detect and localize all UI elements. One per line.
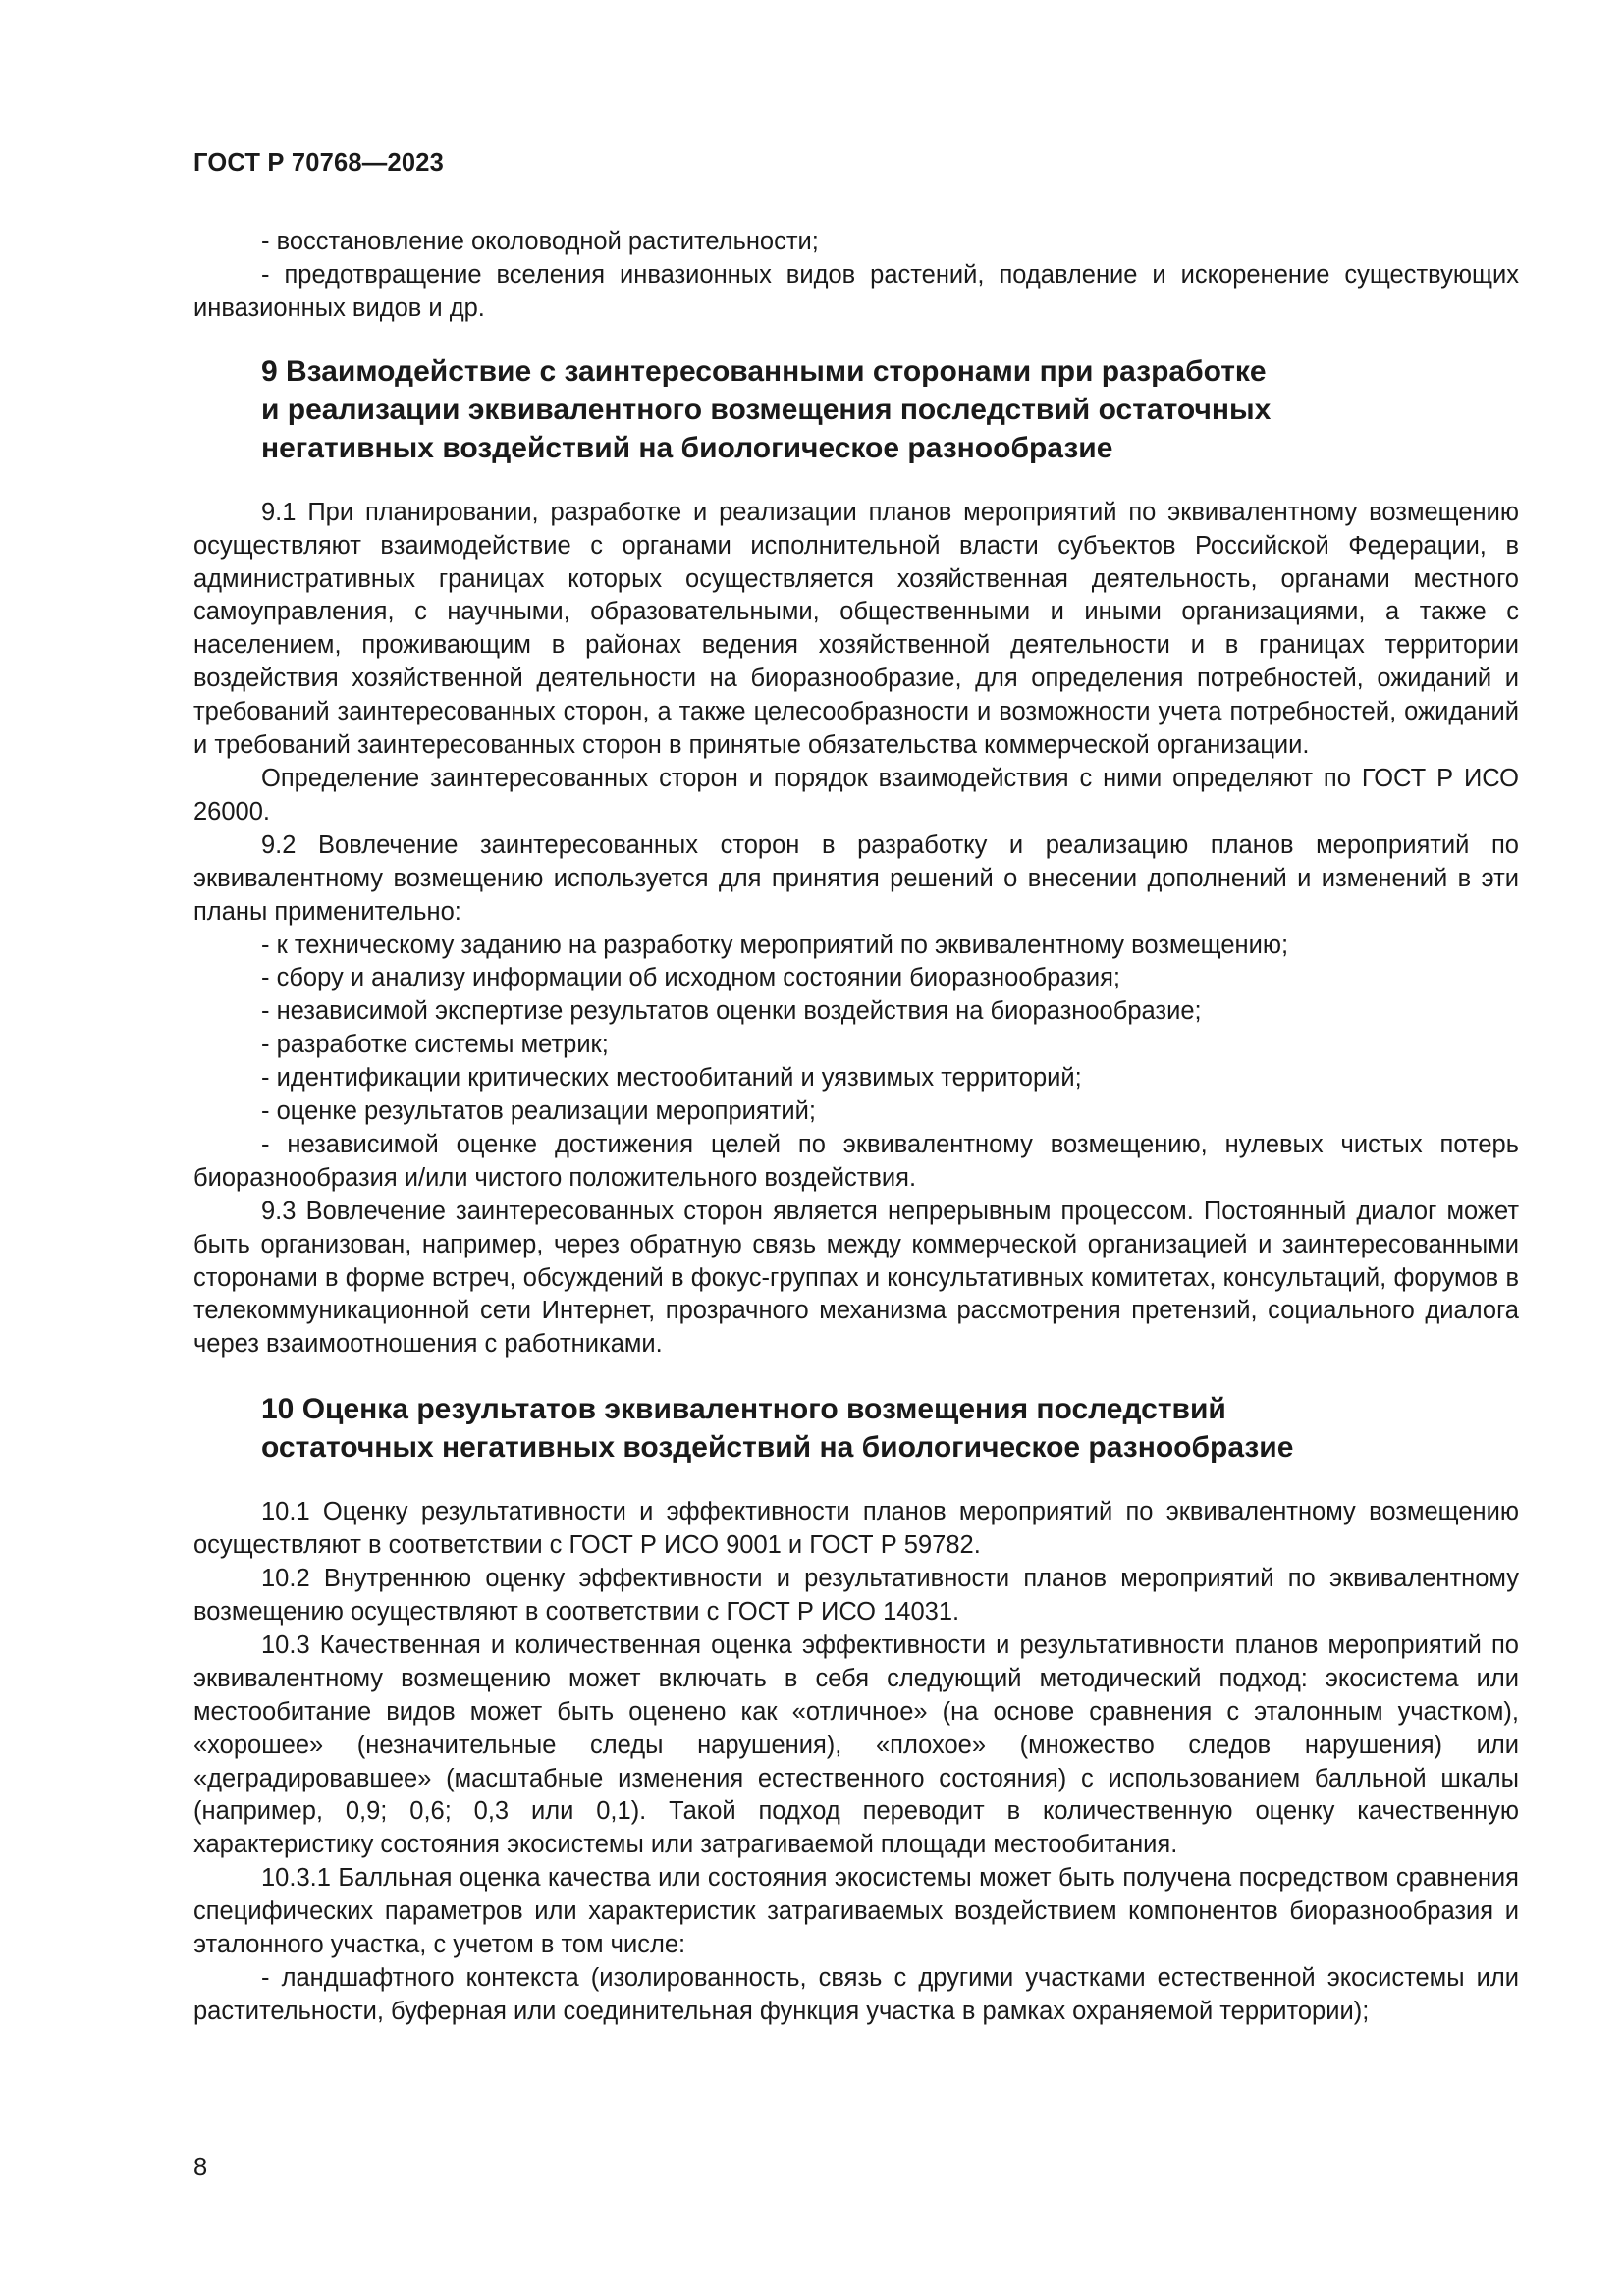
section-10-heading	[193, 1390, 1519, 1467]
section-10-heading-line-1: 10 Оценка результатов эквивалентного возмещения последствий	[261, 1393, 1226, 1426]
list-item: - сбору и анализу информации об исходном состоянии биоразнообразия;	[261, 964, 1121, 992]
paragraph-9-2: 9.2 Вовлечение заинтересованных сторон в разработку и реализацию планов мероприятий по эквивалентному возмещению используется для принятия решений о внесении дополнений и изменений в эти планы применительно:	[193, 830, 1519, 926]
intro-item-2: - предотвращение вселения инвазионных видов растений, подавление и искоренение существующих инвазионных видов и др.	[193, 260, 1519, 322]
paragraph-10-1: 10.1 Оценку результативности и эффективности планов мероприятий по эквивалентному возмещению осуществляют в соответствии с ГОСТ Р ИСО 9001 и ГОСТ Р 59782.	[193, 1498, 1519, 1560]
paragraph-10-3: 10.3 Качественная и количественная оценка эффективности и результативности планов мероприятий по эквивалентному возмещению может включать в себя следующий методический подход: экосистема или местообитание видов может быть оценено как «отличное» (на основе сравнения с эталонным участком), «хорошее» (незначительные следы нарушения), «плохое» (множество следов нарушения) или «деградировавшее» (масштабные изменения естественного состояния) с использованием балльной шкалы (например, 0,9; 0,6; 0,3 или 0,1). Такой подход переводит в количественную оценку качественную характеристику состояния экосистемы или затрагиваемой площади местообитания.	[193, 1630, 1519, 1859]
list-item: - независимой экспертизе результатов оценки воздействия на биоразнообразие;	[261, 997, 1202, 1026]
section-9-heading	[193, 352, 1519, 467]
document-body	[193, 226, 1519, 2029]
intro-item-1: - восстановление околоводной растительности;	[261, 228, 819, 255]
section-9-heading-line-3: негативных воздействий на биологическое разнообразие	[261, 431, 1113, 464]
document-code-header: ГОСТ Р 70768—2023	[193, 149, 445, 177]
section-10-heading-line-2: остаточных негативных воздействий на биологическое разнообразие	[261, 1431, 1294, 1465]
list-item: - оценке результатов реализации мероприятий;	[261, 1097, 816, 1126]
list-item: - разработке системы метрик;	[261, 1031, 609, 1059]
paragraph-10-3-1: 10.3.1 Балльная оценка качества или состояния экосистемы может быть получена посредством сравнения специфических параметров или характеристик затрагиваемых воздействием компонентов биоразнообразия и эталонного участка, с учетом в том числе:	[193, 1864, 1519, 1959]
list-item: - к техническому заданию на разработку мероприятий по эквивалентному возмещению;	[261, 931, 1289, 959]
paragraph-10-2: 10.2 Внутреннюю оценку эффективности и результативности планов мероприятий по эквивалентному возмещению осуществляют в соответствии с ГОСТ Р ИСО 14031.	[193, 1565, 1519, 1626]
section-9-heading-line-2: и реализации эквивалентного возмещения последствий остаточных	[261, 393, 1272, 426]
list-item: - независимой оценке достижения целей по эквивалентному возмещению, нулевых чистых потерь биоразнообразия и/или чистого положительного воздействия.	[193, 1130, 1519, 1192]
paragraph-9-3: 9.3 Вовлечение заинтересованных сторон является непрерывным процессом. Постоянный диалог может быть организован, например, через обратную связь между коммерческой организацией и заинтересованными сторонами в форме встреч, обсуждений в фокус-группах и консультативных комитетах, консультаций, форумов в телекоммуникационной сети Интернет, прозрачного механизма рассмотрения претензий, социального диалога через взаимоотношения с работниками.	[193, 1197, 1519, 1359]
page-number: 8	[193, 2154, 208, 2181]
paragraph-landscape-context: - ландшафтного контекста (изолированность, связь с другими участками естественной экосистемы или растительности, буферная или соединительная функция участка в рамках охраняемой территории);	[193, 1963, 1519, 2025]
paragraph-9-1: 9.1 При планировании, разработке и реализации планов мероприятий по эквивалентному возмещению осуществляют взаимодействие с органами исполнительной власти субъектов Российской Федерации, в административных границах которых осуществляется хозяйственная деятельность, органами местного самоуправления, с научными, образовательными, общественными и иными организациями, а также с населением, проживающим в районах ведения хозяйственной деятельности и в границах территории воздействия хозяйственной деятельности на биоразнообразие, для определения потребностей, ожиданий и требований заинтересованных сторон, а также целесообразности и возможности учета потребностей, ожиданий и требований заинтересованных сторон в принятые обязательства коммерческой организации.	[193, 498, 1519, 760]
list-item: - идентификации критических местообитаний и уязвимых территорий;	[261, 1064, 1082, 1093]
section-9-heading-line-1: 9 Взаимодействие с заинтересованными сторонами при разработке	[261, 354, 1267, 388]
paragraph-stakeholder-definition: Определение заинтересованных сторон и порядок взаимодействия с ними определяют по ГОСТ Р ИСО 26000.	[193, 764, 1519, 826]
